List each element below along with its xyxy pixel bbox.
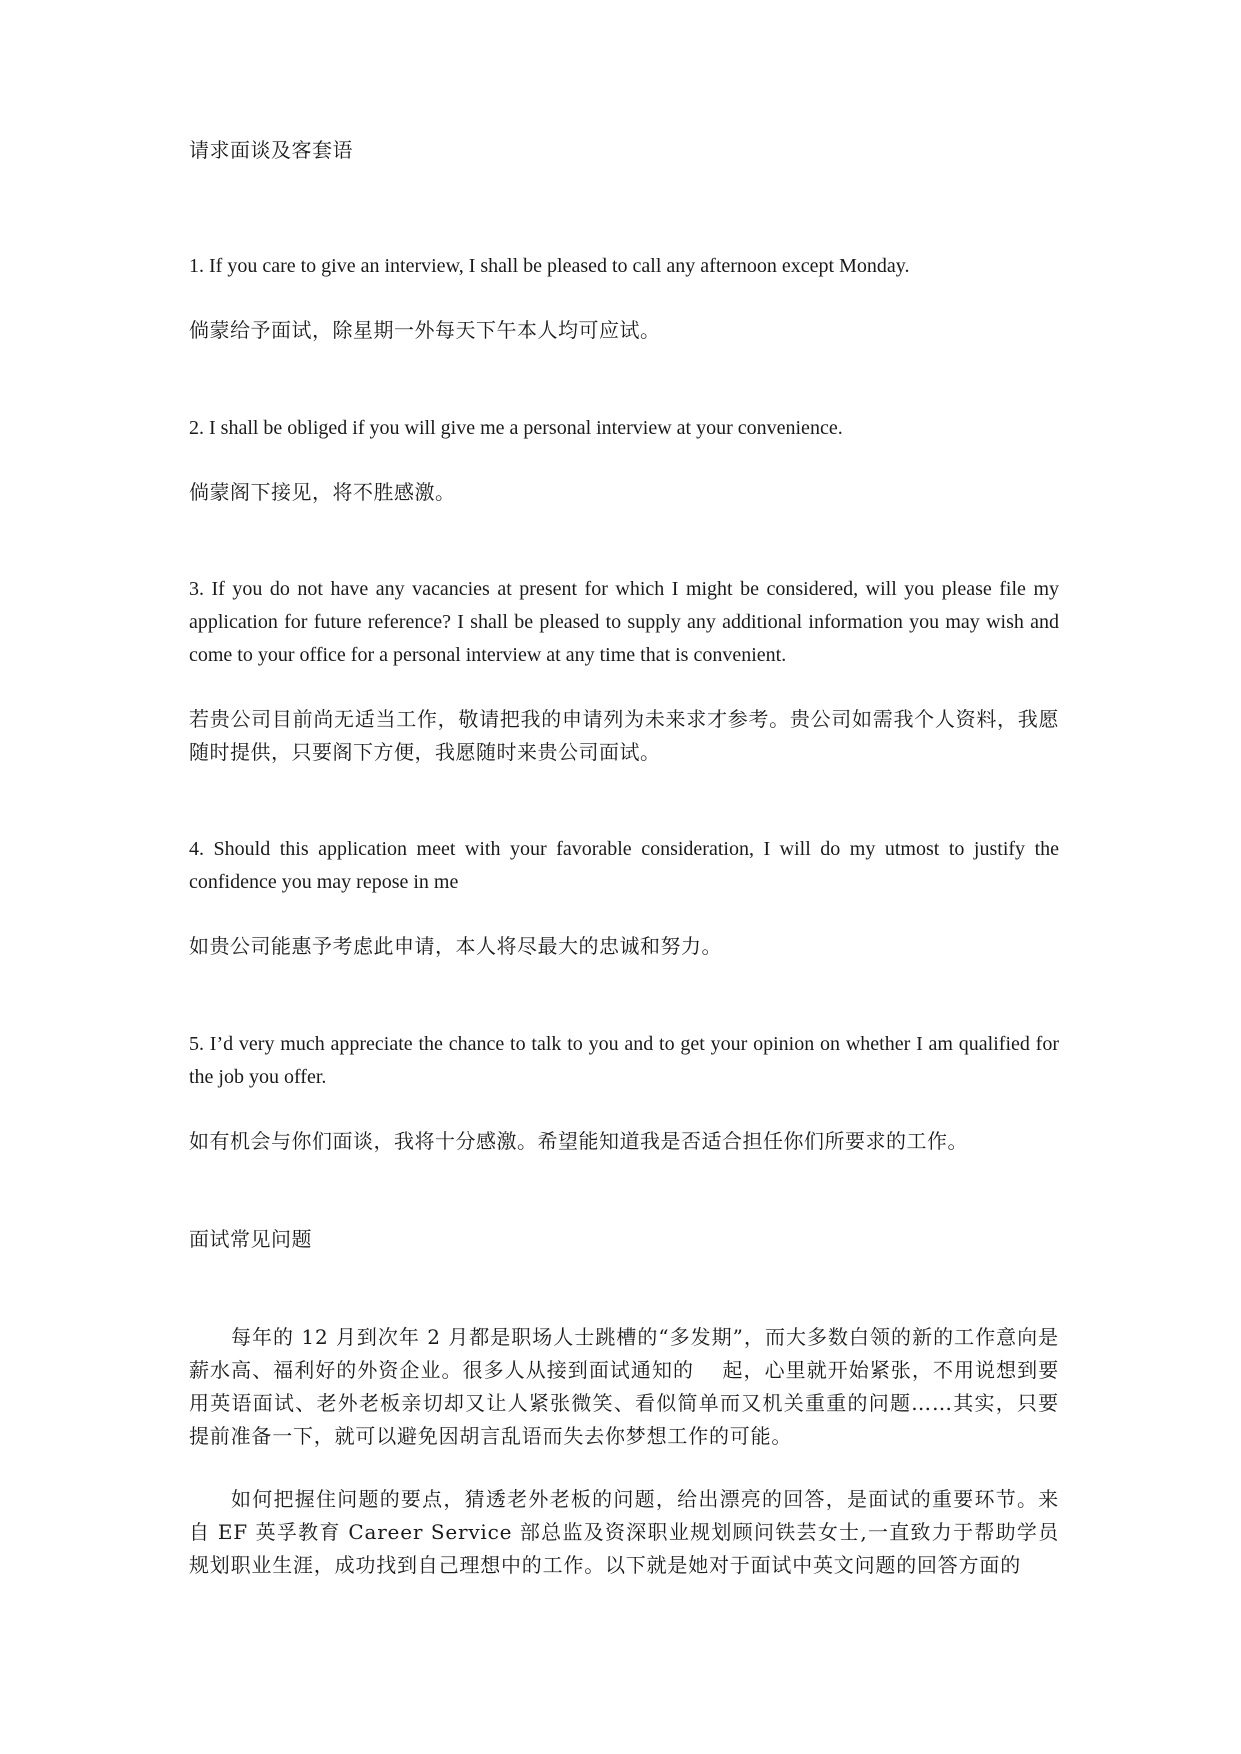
faq-paragraph-2: 如何把握住问题的要点，猜透老外老板的问题，给出漂亮的回答，是面试的重要环节。来自 EF 英孚教育 Career Service 部总监及资深职业规划顾问铁芸女士,一直致力于帮助学员规划职业生涯，成功找到自己理想中的工作。以下就是她对于面试中英文问题的回答方面的 (189, 1487, 1059, 1577)
item-2-chinese: 倘蒙阁下接见，将不胜感激。 (189, 480, 456, 504)
item-5-english: 5. I’d very much appreciate the chance to talk to you and to get your opinion on whether I am qualified for the job you offer. (189, 1033, 1059, 1088)
item-4-chinese: 如贵公司能惠予考虑此申请，本人将尽最大的忠诚和努力。 (189, 934, 722, 958)
item-5-chinese: 如有机会与你们面谈，我将十分感激。希望能知道我是否适合担任你们所要求的工作。 (189, 1129, 968, 1153)
item-1-english: 1. If you care to give an interview, I shall be pleased to call any afternoon except Monday. (189, 255, 910, 277)
item-4-english: 4. Should this application meet with your favorable consideration, I will do my utmost to justify the confidence you may repose in me (189, 838, 1059, 893)
item-1-chinese: 倘蒙给予面试，除星期一外每天下午本人均可应试。 (189, 318, 661, 342)
section-heading-faq: 面试常见问题 (189, 1227, 312, 1251)
item-2-english: 2. I shall be obliged if you will give me a personal interview at your convenience. (189, 417, 843, 439)
faq-paragraph-1: 每年的 12 月到次年 2 月都是职场人士跳槽的“多发期”，而大多数白领的新的工作意向是薪水高、福利好的外资企业。很多人从接到面试通知的 起，心里就开始紧张，不用说想到要用英语面试、老外老板亲切却又让人紧张微笑、看似简单而又机关重重的问题……其实，只要提前准备一下，就可以避免因胡言乱语而失去你梦想工作的可能。 (189, 1325, 1059, 1448)
section-heading-requests: 请求面谈及客套语 (189, 138, 353, 162)
item-3-chinese: 若贵公司目前尚无适当工作，敬请把我的申请列为未来求才参考。贵公司如需我个人资料，我愿随时提供，只要阁下方便，我愿随时来贵公司面试。 (189, 707, 1059, 764)
item-3-english: 3. If you do not have any vacancies at present for which I might be considered, will you please file my application for future reference? I shall be pleased to supply any additional information you may wish and come to your office for a personal interview at any time that is convenient. (189, 578, 1059, 666)
